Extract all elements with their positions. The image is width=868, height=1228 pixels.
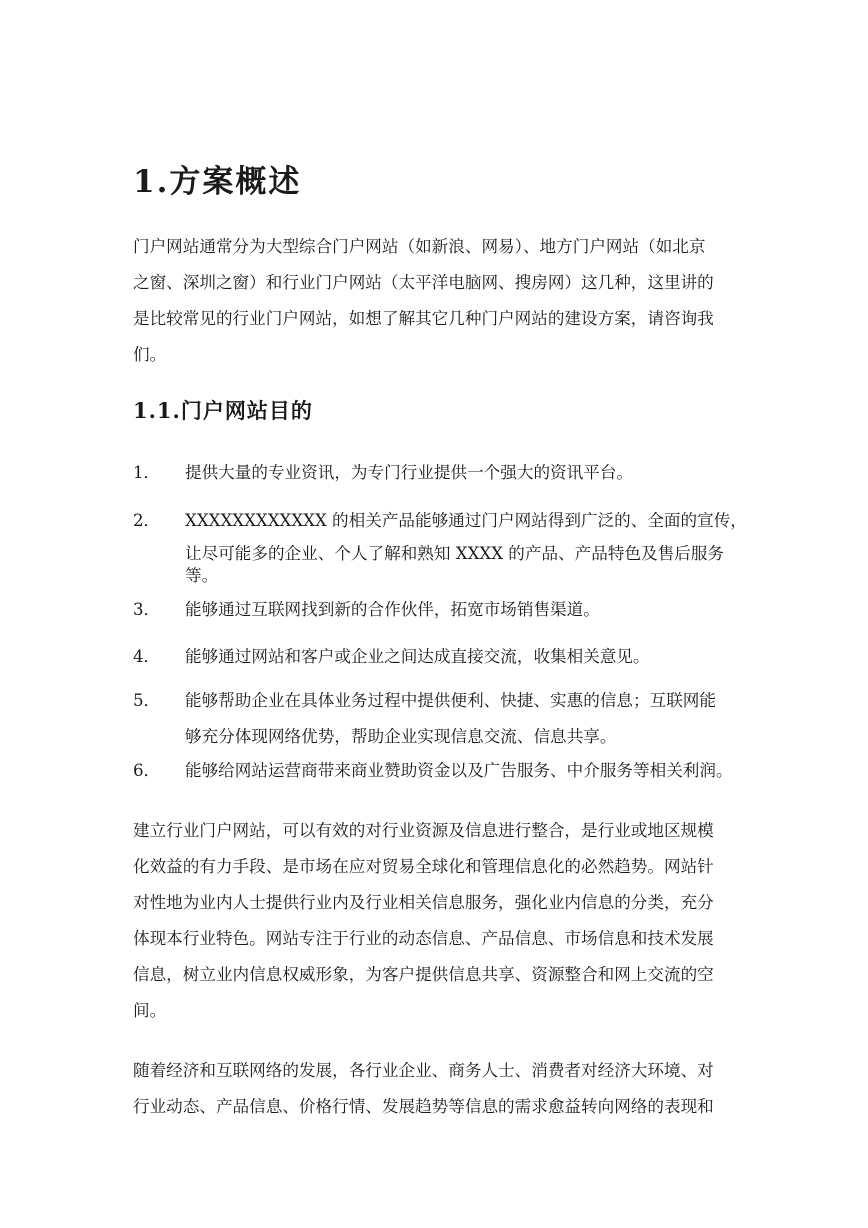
text-line: 门户网站通常分为大型综合门户网站（如新浪、网易）、地方门户网站（如北京 <box>133 237 706 256</box>
list-number: 1． <box>133 463 161 482</box>
list-text: 够充分体现网络优势，帮助企业实现信息交流、信息共享。 <box>185 727 617 746</box>
text-line: 体现本行业特色。网站专注于行业的动态信息、产品信息、市场信息和技术发展 <box>133 929 714 948</box>
list-text: 能够通过互联网找到新的合作伙伴，拓宽市场销售渠道。 <box>185 600 600 619</box>
list-text: 让尽可能多的企业、个人了解和熟知 XXXX 的产品、产品特色及售后服务 <box>185 544 725 563</box>
text-line: 之窗、深圳之窗）和行业门户网站（太平洋电脑网、搜房网）这几种，这里讲的 <box>133 273 714 292</box>
body-paragraph <box>133 1053 753 1125</box>
list-text: 能够帮助企业在具体业务过程中提供便利、快捷、实惠的信息；互联网能 <box>185 691 716 710</box>
list-number: 6． <box>133 761 161 780</box>
list-number: 3． <box>133 600 161 619</box>
list-text: 能够通过网站和客户或企业之间达成直接交流，收集相关意见。 <box>185 647 650 666</box>
list-text: 等。 <box>185 566 219 585</box>
subsection-heading: 1.1.门户网站目的 <box>133 398 313 423</box>
text-line: 是比较常见的行业门户网站，如想了解其它几种门户网站的建设方案，请咨询我 <box>133 309 714 328</box>
list-text: XXXXXXXXXXXX 的相关产品能够通过门户网站得到广泛的、全面的宣传， <box>185 511 747 530</box>
text-line: 们。 <box>133 345 167 364</box>
text-line: 信息，树立业内信息权威形象，为客户提供信息共享、资源整合和网上交流的空 <box>133 965 714 984</box>
list-number: 4． <box>133 647 161 666</box>
text-line: 化效益的有力手段、是市场在应对贸易全球化和管理信息化的必然趋势。网站针 <box>133 857 714 876</box>
body-paragraph <box>133 813 753 1029</box>
text-line: 建立行业门户网站，可以有效的对行业资源及信息进行整合，是行业或地区规模 <box>133 821 714 840</box>
list-number: 2． <box>133 511 161 530</box>
list-number: 5． <box>133 691 161 710</box>
section-heading: 1.方案概述 <box>133 164 302 200</box>
text-line: 行业动态、产品信息、价格行情、发展趋势等信息的需求愈益转向网络的表现和 <box>133 1097 714 1116</box>
intro-paragraph <box>133 229 753 373</box>
text-line: 随着经济和互联网络的发展，各行业企业、商务人士、消费者对经济大环境、对 <box>133 1061 714 1080</box>
list-text: 提供大量的专业资讯，为专门行业提供一个强大的资讯平台。 <box>185 463 634 482</box>
text-line: 对性地为业内人士提供行业内及行业相关信息服务，强化业内信息的分类，充分 <box>133 893 714 912</box>
text-line: 间。 <box>133 1001 167 1020</box>
list-text: 能够给网站运营商带来商业赞助资金以及广告服务、中介服务等相关利润。 <box>185 761 733 780</box>
